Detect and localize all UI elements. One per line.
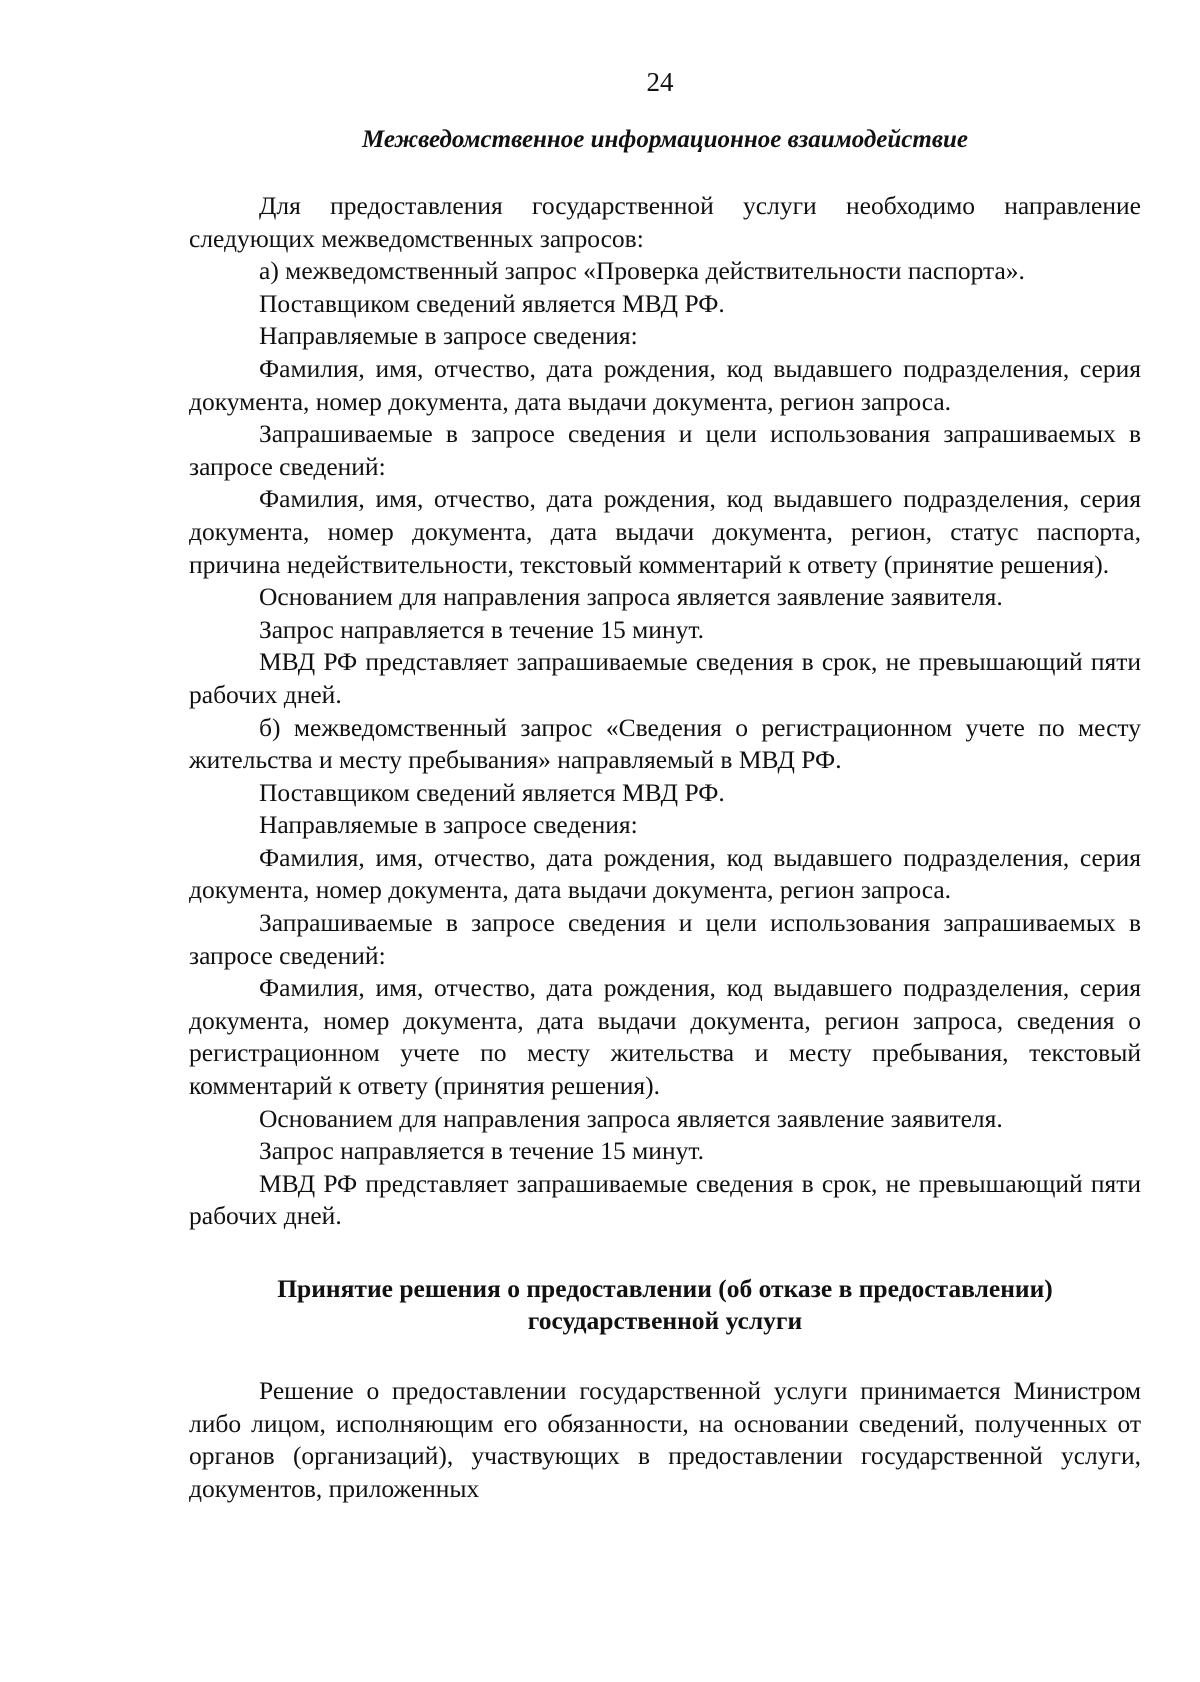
- paragraph: Фамилия, имя, отчество, дата рождения, код выдавшего подразделения, серия документа, номер документа, дата выдачи документа, регион, статус паспорта, причина недействительности, текстовый комментарий к ответу (принятие решения).: [189, 484, 1141, 579]
- paragraph: МВД РФ представляет запрашиваемые сведения в срок, не превышающий пяти рабочих дней.: [189, 1168, 1141, 1231]
- paragraph: Основанием для направления запроса является заявление заявителя.: [259, 1103, 1003, 1133]
- section-heading-interagency: Межведомственное информационное взаимодействие: [361, 126, 969, 153]
- document-body: [189, 124, 1141, 1505]
- paragraph: Поставщиком сведений является МВД РФ.: [259, 288, 725, 318]
- section-interagency-body: [189, 190, 1141, 1233]
- paragraph: Поставщиком сведений является МВД РФ.: [259, 777, 725, 807]
- paragraph: Основанием для направления запроса является заявление заявителя.: [259, 582, 1003, 612]
- paragraph: Запрос направляется в течение 15 минут.: [259, 1136, 704, 1166]
- paragraph: МВД РФ представляет запрашиваемые сведения в срок, не превышающий пяти рабочих дней.: [189, 647, 1141, 709]
- paragraph: Решение о предоставлении государственной услуги принимается Министром либо лицом, исполняющим его обязанности, на основании сведений, полученных от органов (организаций), участвующих в предоставлении государственной услуги, документов, приложенных: [189, 1376, 1141, 1503]
- paragraph: Запрашиваемые в запросе сведения и цели использования запрашиваемых в запросе сведений:: [189, 419, 1141, 481]
- paragraph: Направляемые в запросе сведения:: [259, 321, 638, 351]
- paragraph: Запрашиваемые в запросе сведения и цели использования запрашиваемых в запросе сведений:: [189, 908, 1141, 970]
- section-heading-decision: [189, 1273, 1141, 1337]
- section-heading-decision-line1: Принятие решения о предоставлении (об отказе в предоставлении): [277, 1274, 1053, 1303]
- paragraph: а) межведомственный запрос «Проверка действительности паспорта».: [259, 256, 1025, 286]
- paragraph: Для предоставления государственной услуги необходимо направление следующих межведомственных запросов:: [189, 191, 1141, 253]
- paragraph: Фамилия, имя, отчество, дата рождения, код выдавшего подразделения, серия документа, номер документа, дата выдачи документа, регион запроса, сведения о регистрационном учете по месту жительства и месту пребывания, текстовый комментарий к ответу (принятия решения).: [189, 973, 1141, 1101]
- page-number: 24: [646, 67, 674, 97]
- section-decision-body: [189, 1375, 1141, 1505]
- paragraph: Фамилия, имя, отчество, дата рождения, код выдавшего подразделения, серия документа, номер документа, дата выдачи документа, регион запроса.: [189, 353, 1141, 416]
- paragraph: Запрос направляется в течение 15 минут.: [259, 614, 704, 644]
- section-heading-decision-line2: государственной услуги: [527, 1306, 803, 1335]
- paragraph: б) межведомственный запрос «Сведения о регистрационном учете по месту жительства и месту пребывания» направляемый в МВД РФ.: [189, 712, 1141, 775]
- paragraph: Фамилия, имя, отчество, дата рождения, код выдавшего подразделения, серия документа, номер документа, дата выдачи документа, регион запроса.: [189, 842, 1141, 905]
- paragraph: Направляемые в запросе сведения:: [259, 810, 638, 840]
